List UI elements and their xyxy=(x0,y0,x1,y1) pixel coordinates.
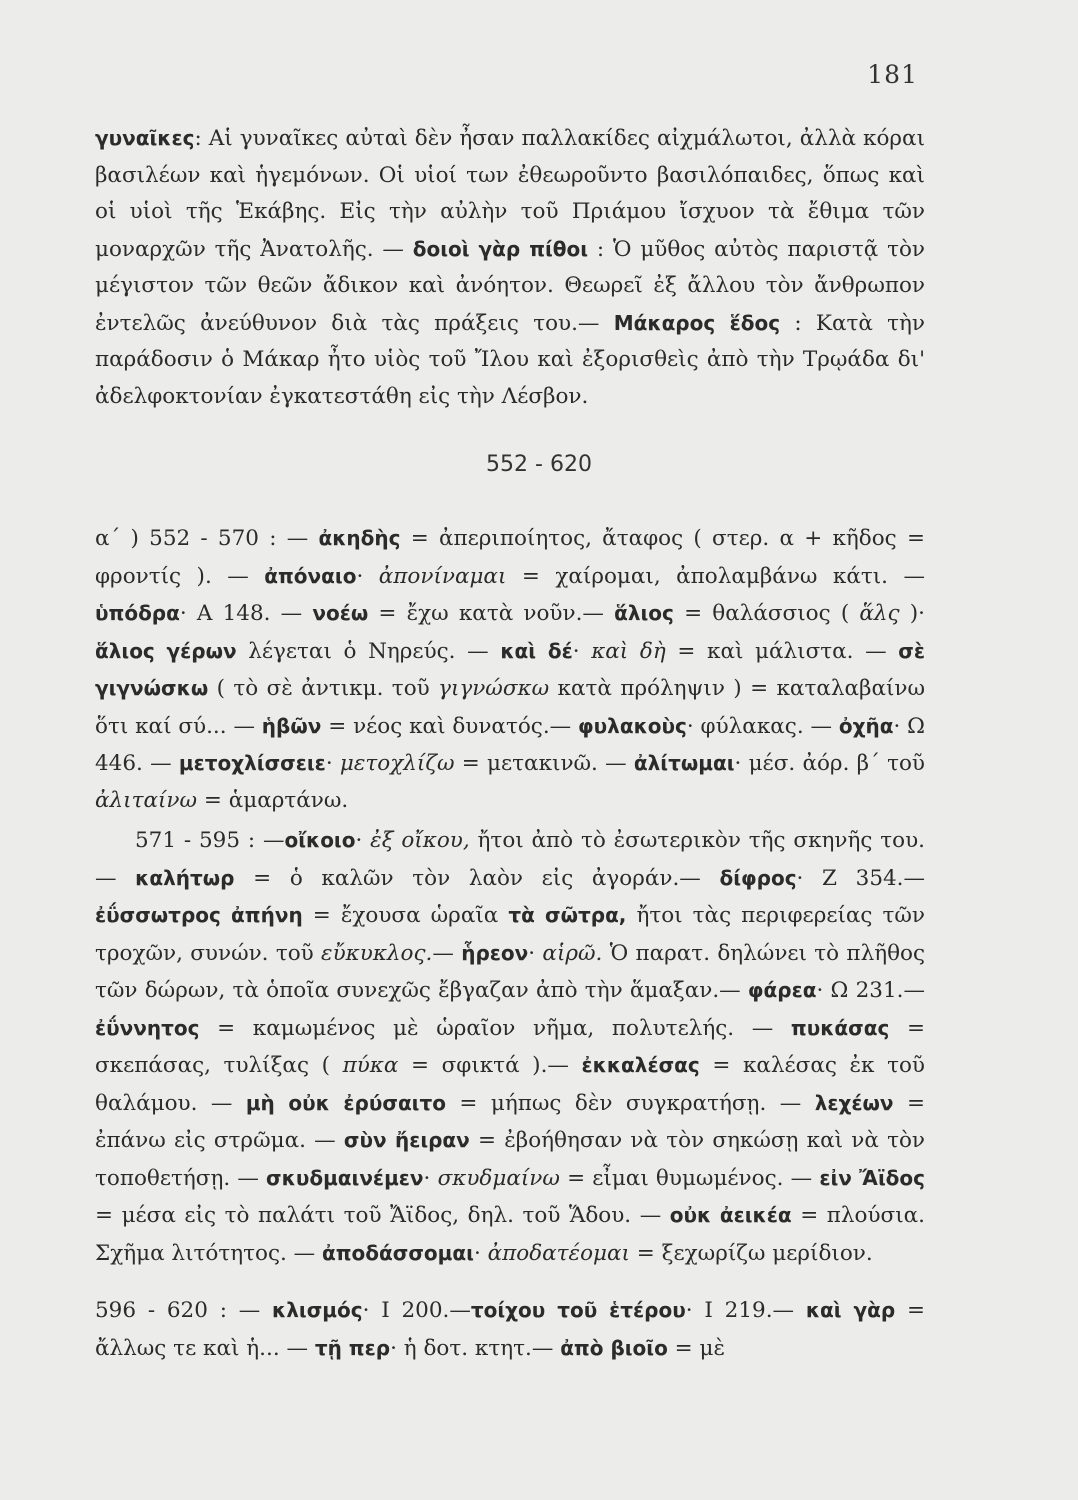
gloss-text: · xyxy=(528,940,543,966)
lemma-term: καὶ δέ xyxy=(500,638,573,663)
gloss-text: · xyxy=(325,751,340,776)
gloss-text: · Ζ 354.— xyxy=(796,865,926,891)
lemma-term: τὰ σῶτρα, xyxy=(508,903,627,927)
gloss-text: = μήπως δὲν συγκρατήσῃ. — xyxy=(445,1090,815,1116)
gloss-text: ἤτοι τὰς περιφερείας τῶν τροχῶν, συνών. τοῦ xyxy=(95,903,926,966)
lemma-term: ἅλιος xyxy=(614,601,674,625)
gloss-text: = ἀπεριποίητος, ἄταφος ( στερ. α + κῆδος = φροντίς ). — xyxy=(95,526,925,589)
lemma-term: ἀπὸ βιοῖο xyxy=(560,1335,668,1360)
gloss-text: = ἔχω κατὰ νοῦν.— xyxy=(368,601,615,626)
lemma-term: Μάκαρος ἕδος xyxy=(613,310,781,335)
gloss-text: = ἐπάνω εἰς στρῶμα. — xyxy=(95,1090,925,1153)
lemma-term: κλισμός xyxy=(272,1298,363,1322)
gloss-text: ἤτοι ἀπὸ τὸ ἐσωτερικὸν τῆς σκηνῆς του.— xyxy=(95,828,926,891)
commentary-paragraph-3 xyxy=(95,822,925,1272)
gloss-text: — xyxy=(432,940,462,966)
lemma-term: ἀκηδὴς xyxy=(318,526,401,550)
lemma-term: ἅλιος γέρων xyxy=(95,638,237,663)
lemma-term: ὀχῆα xyxy=(838,713,894,738)
gloss-text: · xyxy=(423,1165,438,1191)
gloss-text: · μέσ. ἀόρ. β΄ τοῦ xyxy=(734,751,925,776)
gloss-text: = ξεχωρίζω μερίδιον. xyxy=(629,1240,873,1266)
gloss-text: = σφικτά ).— xyxy=(398,1053,582,1078)
gloss-text: · xyxy=(355,828,371,853)
lemma-term: φάρεα xyxy=(747,978,817,1002)
gloss-text: = σκεπάσας, τυλίξας ( xyxy=(95,1015,925,1078)
lemma-term: καὶ γὰρ xyxy=(805,1298,896,1322)
italic-gloss: ἐξ οἴκου, xyxy=(370,828,470,853)
lemma-term: πυκάσας xyxy=(790,1015,890,1040)
gloss-text: λέγεται ὁ Νηρεύς. — xyxy=(236,638,501,664)
lemma-term: εἰν Ἄϊδος xyxy=(819,1165,925,1190)
lemma-term: καλήτωρ xyxy=(135,865,235,890)
gloss-text: = μὲ xyxy=(667,1335,726,1361)
italic-gloss: μετοχλίζω xyxy=(339,751,455,776)
gloss-text: · Α 148. — xyxy=(179,601,313,626)
gloss-text: = ἔχουσα ὡραῖα xyxy=(302,903,509,928)
lemma-term: οὐκ ἀεικέα xyxy=(669,1203,792,1227)
italic-gloss: ἅλς xyxy=(859,601,900,626)
lemma-term: ἀποδάσσομαι xyxy=(322,1240,474,1265)
lemma-term: γυναῖκες xyxy=(95,126,195,150)
italic-gloss: σκυδμαίνω xyxy=(437,1165,560,1191)
gloss-text: · xyxy=(473,1240,488,1266)
gloss-text: · Ω 446. — xyxy=(95,713,925,776)
italic-gloss: αἱρῶ. xyxy=(542,940,603,966)
italic-gloss: καὶ δὴ xyxy=(591,638,666,664)
gloss-text: : Ὁ μῦθος αὐτὸς παριστᾷ τὸν μέγιστον τῶν θεῶν ἄδικον καὶ ἀνόητον. Θεωρεῖ ἐξ ἄλλου τὸν ἄνθρωπον ἐντελῶς ἀνεύθυνον διὰ τὰς πράξεις του.— xyxy=(95,236,925,336)
gloss-text: κατὰ πρόληψιν ) = καταλαβαίνω ὅτι καί σύ... — xyxy=(95,676,925,739)
italic-gloss: ἀπονίναμαι xyxy=(378,563,507,589)
gloss-text: = μετακινῶ. — xyxy=(454,751,634,776)
gloss-text: = καλέσας ἐκ τοῦ θαλάμου. — xyxy=(95,1053,925,1116)
gloss-text: · Ι 200.— xyxy=(362,1298,471,1323)
lemma-term: ἀλίτωμαι xyxy=(633,751,735,775)
commentary-paragraph-2 xyxy=(95,520,925,819)
gloss-text: 596 - 620 : — xyxy=(95,1298,273,1323)
commentary-paragraph-4 xyxy=(95,1292,925,1367)
lemma-term: δοιοὶ γὰρ πίθοι xyxy=(412,236,589,261)
lemma-term: ἀπόναιο xyxy=(264,563,357,588)
lemma-term: ὑπόδρα xyxy=(95,601,180,625)
italic-gloss: ἀλιταίνω xyxy=(95,787,198,813)
lemma-term: σκυδμαινέμεν xyxy=(266,1165,424,1190)
gloss-text: = ἁμαρτάνω. xyxy=(197,787,349,813)
lemma-term: τῇ περ xyxy=(314,1335,391,1360)
gloss-text: = καμωμένος μὲ ὡραῖον νῆμα, πολυτελής. — xyxy=(199,1015,791,1041)
lemma-term: ἐΰννητος xyxy=(95,1015,200,1040)
gloss-text: = καὶ μάλιστα. — xyxy=(665,638,899,664)
italic-gloss: γιγνώσκω xyxy=(438,676,550,701)
lemma-term: ἡβῶν xyxy=(261,713,322,738)
lemma-term: μετοχλίσσειε xyxy=(178,751,326,775)
lemma-term: μὴ οὐκ ἐρύσαιτο xyxy=(245,1090,446,1115)
gloss-text: = θαλάσσιος ( xyxy=(673,601,860,626)
gloss-text: = χαίρομαι, ἀπολαμβάνω κάτι. — xyxy=(506,563,925,589)
commentary-paragraph-1 xyxy=(95,120,925,415)
lemma-term: σὺν ἤειραν xyxy=(343,1128,470,1152)
gloss-text: )· xyxy=(899,601,925,626)
gloss-text: · xyxy=(572,638,592,664)
lemma-term: νοέω xyxy=(312,601,369,625)
gloss-text: ( τὸ σὲ ἀντικμ. τοῦ xyxy=(208,676,439,701)
gloss-text: · Ι 219.— xyxy=(685,1298,806,1323)
gloss-text: = ἐβοήθησαν νὰ τὸν σηκώσῃ καὶ νὰ τὸν τοποθετήσῃ. — xyxy=(95,1128,925,1191)
lemma-term: ἧρεον xyxy=(461,940,529,965)
gloss-text: : Αἱ γυναῖκες αὐταὶ δὲν ἦσαν παλλακίδες αἰχμάλωτοι, ἀλλὰ κόραι βασιλέων καὶ ἡγεμόνων. Οἱ υἱοί των ἐθεωροῦντο βασιλόπαιδες, ὅπως καὶ οἱ υἱοὶ τῆς Ἑκάβης. Εἰς τὴν αὐλὴν τοῦ Πριάμου ἴσχυον τὰ ἔθιμα τῶν μοναρχῶν τῆς Ἀνατολῆς. — xyxy=(95,126,925,262)
gloss-text: · ἡ δοτ. κτητ.— xyxy=(390,1335,561,1361)
gloss-text: 571 - 595 : — xyxy=(135,828,285,853)
gloss-text: · Ω 231.— xyxy=(816,978,925,1003)
gloss-text: α΄ ) 552 - 570 : — xyxy=(95,526,319,551)
lemma-term: σὲ γιγνώσκω xyxy=(95,638,926,700)
gloss-text: = εἶμαι θυμωμένος. — xyxy=(559,1165,820,1191)
lemma-term: δίφρος xyxy=(719,865,797,890)
gloss-text: = νέος καὶ δυνατός.— xyxy=(321,713,579,739)
lemma-term: φυλακοὺς xyxy=(578,713,687,738)
gloss-text: : Κατὰ τὴν παράδοσιν ὁ Μάκαρ ἦτο υἱὸς τοῦ Ἴλου καὶ ἐξορισθεὶς ἀπὸ τὴν Τρῳάδα δι' ἀδελφοκτονίαν ἐγκατεστάθη εἰς τὴν Λέσβον. xyxy=(95,310,925,409)
italic-gloss: ἀποδατέομαι xyxy=(487,1240,630,1266)
page-number: 181 xyxy=(867,60,918,89)
gloss-text: = μέσα εἰς τὸ παλάτι τοῦ Ἄϊδος, δηλ. τοῦ Ἅδου. — xyxy=(95,1203,670,1228)
lemma-term: οἴκοιο xyxy=(284,828,356,852)
italic-gloss: εὔκυκλος. xyxy=(321,940,433,966)
lemma-term: ἐΰσσωτρος ἀπήνη xyxy=(95,903,303,927)
gloss-text: = ἄλλως τε καὶ ἡ... — xyxy=(95,1298,925,1361)
gloss-text: = ὁ καλῶν τὸν λαὸν εἰς ἀγοράν.— xyxy=(234,865,720,891)
gloss-text: · xyxy=(356,563,379,589)
italic-gloss: πύκα xyxy=(342,1053,399,1078)
gloss-text: = πλούσια. Σχῆμα λιτότητος. — xyxy=(95,1203,925,1266)
lemma-term: τοίχου τοῦ ἑτέρου xyxy=(470,1298,686,1322)
gloss-text: · φύλακας. — xyxy=(686,713,839,739)
section-heading: 552 - 620 xyxy=(486,452,592,477)
lemma-term: λεχέων xyxy=(814,1090,894,1115)
gloss-text: Ὁ παρατ. δηλώνει τὸ πλῆθος τῶν δώρων, τὰ ὁποῖα συνεχῶς ἔβγαζαν ἀπὸ τὴν ἅμαξαν.— xyxy=(95,940,926,1003)
lemma-term: ἐκκαλέσας xyxy=(581,1053,700,1077)
